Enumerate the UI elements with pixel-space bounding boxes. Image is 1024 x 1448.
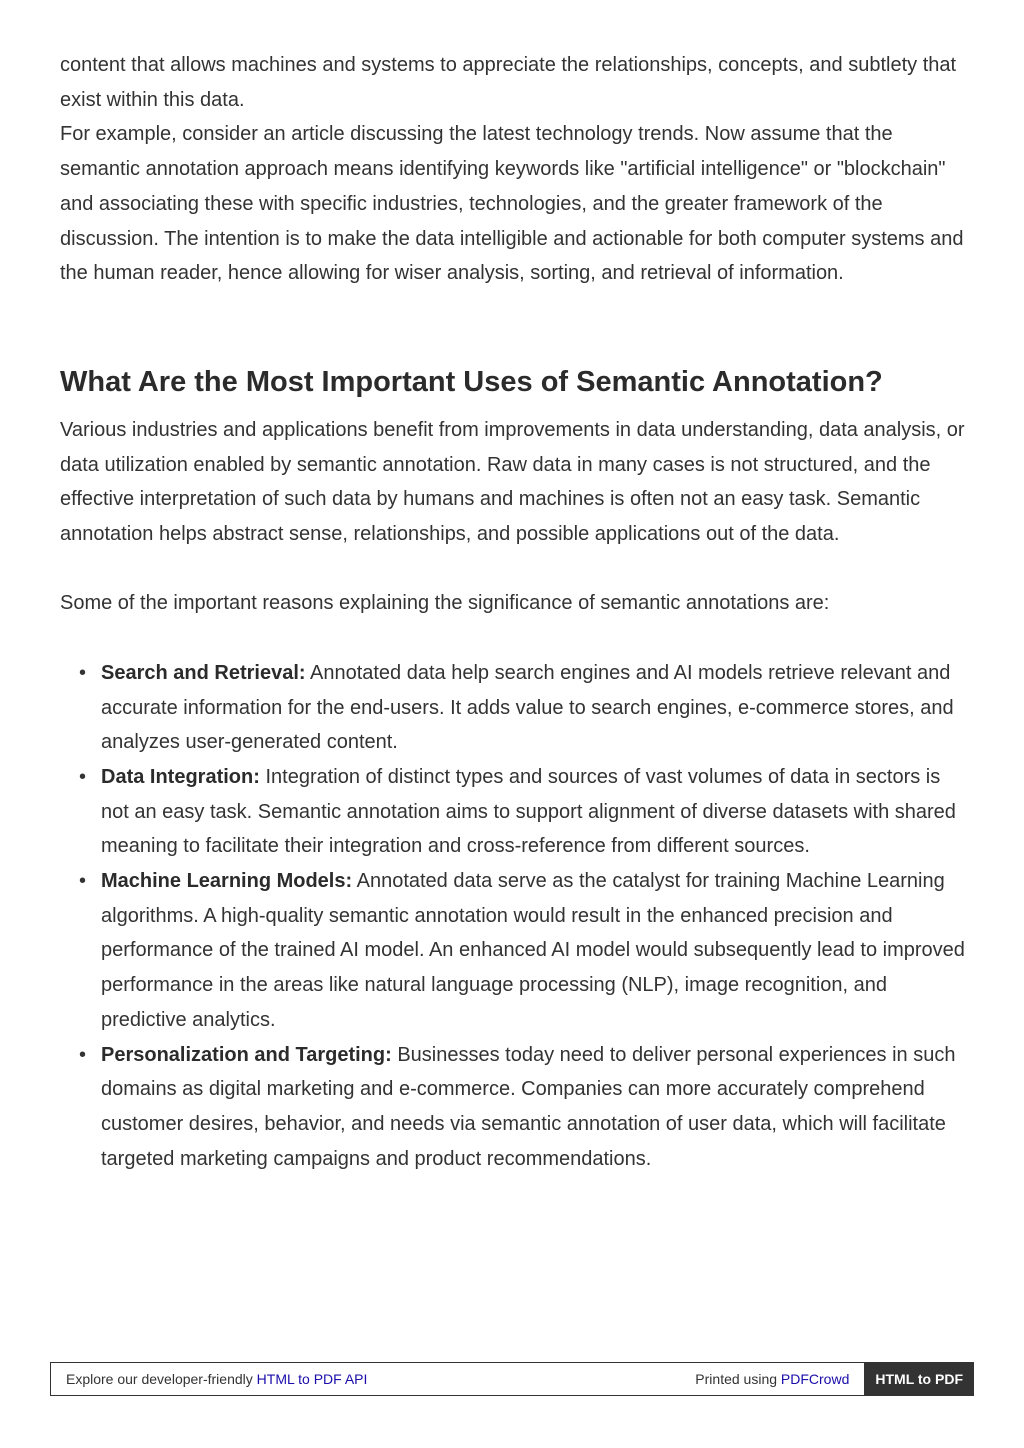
bullet-icon: • [79,765,87,788]
paragraph-spacer [60,552,970,587]
pdfcrowd-footer [50,1362,974,1396]
section-spacer [60,291,970,363]
list-item-term: Search and Retrieval: [101,661,306,684]
document-body [60,48,970,1176]
list-item-term: Machine Learning Models: [101,870,353,893]
list-item [79,760,970,864]
list-item-term: Personalization and Targeting: [101,1043,392,1066]
html-to-pdf-badge[interactable]: HTML to PDF [864,1362,974,1396]
section-heading: What Are the Most Important Uses of Semantic Annotation? [60,365,883,398]
bullet-icon: • [79,661,87,684]
footer-explore-text: Explore our developer-friendly [66,1371,257,1387]
list-item [79,656,970,760]
intro-paragraph-1: content that allows machines and systems to appreciate the relationships, concepts, and subtlety that exist within this data. [60,54,957,111]
bullet-icon: • [79,870,87,893]
footer-printed-text: Printed using [695,1371,781,1387]
list-item [79,1038,970,1177]
list-item [79,864,970,1038]
paragraph-spacer [60,621,970,656]
list-item-text: Businesses today need to deliver personal experiences in such domains as digital marketing and e-commerce. Companies can more accurately comprehend customer desires, behavior, and needs via semantic annotation of user data, which will facilitate targeted marketing campaigns and product recommendations. [101,1043,956,1170]
list-item-text: Integration of distinct types and sources of vast volumes of data in sectors is not an easy task. Semantic annotation aims to support alignment of diverse datasets with shared meaning to facilitate their integration and cross-reference from different sources. [101,765,956,858]
intro-paragraph-2: For example, consider an article discussing the latest technology trends. Now assume that the semantic annotation approach means identifying keywords like "artificial intelligence" or "blockchain" and associating these with specific industries, technologies, and the greater framework of the discussion. The intention is to make the data intelligible and actionable for both computer systems and the human reader, hence allowing for wiser analysis, sorting, and retrieval of information. [60,123,964,285]
list-item-text: Annotated data help search engines and AI models retrieve relevant and accurate information for the end-users. It adds value to search engines, e-commerce stores, and analyzes user-generated content. [101,661,954,754]
section-paragraph-1: Various industries and applications benefit from improvements in data understanding, data analysis, or data utilization enabled by semantic annotation. Raw data in many cases is not structured, and the effective interpretation of such data by humans and machines is often not an easy task. Semantic annotation helps abstract sense, relationships, and possible applications out of the data. [60,418,965,546]
uses-list [60,656,970,1177]
section-paragraph-2: Some of the important reasons explaining the significance of semantic annotations are: [60,592,830,615]
list-item-term: Data Integration: [101,765,260,788]
bullet-icon: • [79,1043,87,1066]
pdfcrowd-link[interactable]: PDFCrowd [780,1371,850,1387]
footer-explore [51,1371,695,1387]
html-to-pdf-api-link[interactable]: HTML to PDF API [256,1371,368,1387]
footer-printed [695,1371,864,1387]
list-item-text: Annotated data serve as the catalyst for training Machine Learning algorithms. A high-quality semantic annotation would result in the enhanced precision and performance of the trained AI model. An enhanced AI model would subsequently lead to improved performance in the areas like natural language processing (NLP), image recognition, and predictive analytics. [101,870,965,1031]
